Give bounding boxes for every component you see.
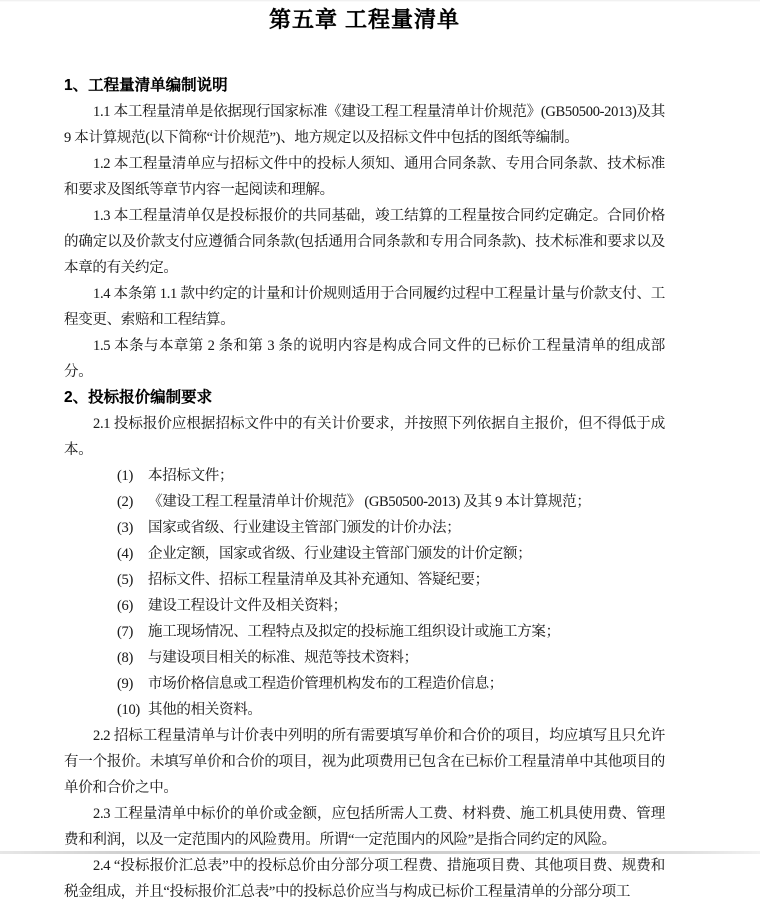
paragraph-2-1: 2.1 投标报价应根据招标文件中的有关计价要求，并按照下列依据自主报价，但不得低于成本。 — [64, 416, 665, 458]
list-item-marker: (4) — [117, 546, 134, 562]
list-item-text: 市场价格信息或工程造价管理机构发布的工程造价信息； — [148, 676, 503, 692]
list-item — [64, 671, 665, 697]
list-item-marker: (2) — [117, 494, 134, 510]
paragraph-2-3: 2.3 工程量清单中标价的单价或金额，应包括所需人工费、材料费、施工机具使用费、管理费和利润，以及一定范围内的风险费用。所谓“一定范围内的风险”是指合同约定的风险。 — [64, 806, 665, 848]
list-item-marker: (6) — [117, 598, 134, 614]
paragraph-1-4: 1.4 本条第 1.1 款中约定的计量和计价规则适用于合同履约过程中工程量计量与价款支付、工程变更、索赔和工程结算。 — [64, 286, 665, 328]
list-item — [64, 541, 665, 567]
list-item — [64, 593, 665, 619]
list-item-marker: (8) — [117, 650, 134, 666]
section-heading-1: 1、工程量清单编制说明 — [64, 77, 228, 94]
paragraph-1-2: 1.2 本工程量清单应与招标文件中的投标人须知、通用合同条款、专用合同条款、技术标准和要求及图纸等章节内容一起阅读和理解。 — [64, 156, 665, 198]
list-item-text: 施工现场情况、工程特点及拟定的投标施工组织设计或施工方案； — [148, 624, 560, 640]
list-item — [64, 645, 665, 671]
paragraph-1-5: 1.5 本条与本章第 2 条和第 3 条的说明内容是构成合同文件的已标价工程量清单的组成部分。 — [64, 338, 665, 380]
list-item-text: 招标文件、招标工程量清单及其补充通知、答疑纪要； — [148, 572, 489, 588]
list-item-text: 国家或省级、行业建设主管部门颁发的计价办法； — [148, 520, 461, 536]
list-item-marker: (5) — [117, 572, 134, 588]
list-item — [64, 619, 665, 645]
list-item — [64, 697, 665, 723]
paragraph-1-3: 1.3 本工程量清单仅是投标报价的共同基础，竣工结算的工程量按合同约定确定。合同价格的确定以及价款支付应遵循合同条款(包括通用合同条款和专用合同条款)、技术标准和要求以及本章的有关约定。 — [64, 208, 665, 276]
list-item-marker: (3) — [117, 520, 134, 536]
list-item-marker: (7) — [117, 624, 134, 640]
paragraph-2-4: 2.4 “投标报价汇总表”中的投标总价由分部分项工程费、措施项目费、其他项目费、规费和税金组成，并且“投标报价汇总表”中的投标总价应当与构成已标价工程量清单的分部分项工 — [64, 858, 665, 900]
list-item-text: 与建设项目相关的标准、规范等技术资料； — [148, 650, 418, 666]
paragraph-1-1: 1.1 本工程量清单是依据现行国家标准《建设工程工程量清单计价规范》(GB50500-2013)及其 9 本计算规范(以下简称“计价规范”)、地方规定以及招标文件中包括的图纸等编制。 — [64, 104, 665, 146]
document-page — [64, 0, 665, 905]
chapter-title: 第五章 工程量清单 — [268, 7, 461, 32]
list-item — [64, 567, 665, 593]
paragraph-2-2: 2.2 招标工程量清单与计价表中列明的所有需要填写单价和合价的项目，均应填写且只允许有一个报价。未填写单价和合价的项目，视为此项费用已包含在已标价工程量清单中其他项目的单价和合价之中。 — [64, 728, 665, 796]
section-heading-2: 2、投标报价编制要求 — [64, 389, 213, 406]
list-item-marker: (10) — [117, 702, 140, 718]
basis-list — [64, 463, 665, 723]
list-item-text: 其他的相关资料。 — [148, 702, 262, 718]
list-item-text: 本招标文件； — [148, 468, 234, 484]
list-item — [64, 463, 665, 489]
list-item — [64, 489, 665, 515]
list-item-text: 建设工程设计文件及相关资料； — [148, 598, 347, 614]
list-item-text: 《建设工程工程量清单计价规范》 (GB50500-2013) 及其 9 本计算规范； — [148, 494, 591, 510]
list-item-text: 企业定额，国家或省级、行业建设主管部门颁发的计价定额； — [148, 546, 532, 562]
list-item — [64, 515, 665, 541]
list-item-marker: (9) — [117, 676, 134, 692]
list-item-marker: (1) — [117, 468, 134, 484]
